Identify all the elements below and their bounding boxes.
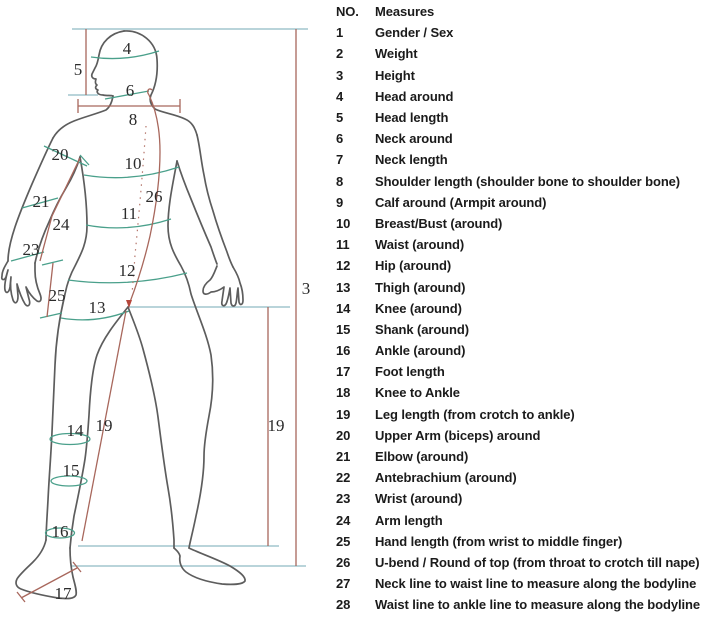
measure-label: Elbow (around) xyxy=(375,449,469,465)
measure-row xyxy=(330,255,720,276)
measure-row xyxy=(330,276,720,297)
measure-label: Shoulder length (shoulder bone to shoulder bone) xyxy=(375,173,681,189)
measure-number: 18 xyxy=(336,385,351,401)
label-shank: 15 xyxy=(62,461,80,480)
measure-row xyxy=(330,192,720,213)
measure-label: Thigh (around) xyxy=(375,279,466,295)
label-thigh: 13 xyxy=(88,298,106,317)
measure-label: Hand length (from wrist to middle finger) xyxy=(375,533,623,549)
measure-number: 6 xyxy=(336,131,344,147)
measure-row xyxy=(330,488,720,509)
measure-row xyxy=(330,531,720,552)
right-torso-leg-outline xyxy=(168,161,213,548)
measure-row xyxy=(330,171,720,192)
measure-row xyxy=(330,467,720,488)
measure-label: Gender / Sex xyxy=(375,25,454,41)
measure-label: Neck length xyxy=(375,152,448,168)
dimension-lines xyxy=(17,29,296,602)
girth-lines xyxy=(11,51,187,538)
measure-number: 28 xyxy=(336,597,351,613)
measure-row xyxy=(330,149,720,170)
measure-row xyxy=(330,319,720,340)
left-hand-outline xyxy=(2,261,41,306)
label-head-length: 5 xyxy=(73,60,83,79)
measure-row xyxy=(330,382,720,403)
label-hip: 12 xyxy=(118,261,136,280)
measure-number: 3 xyxy=(336,67,344,83)
measure-label: Antebrachium (around) xyxy=(375,470,517,486)
right-arm-outer-outline xyxy=(197,135,233,267)
list-header xyxy=(330,1,720,22)
measure-number: 19 xyxy=(336,406,351,422)
measure-number: 20 xyxy=(336,427,351,443)
measure-row xyxy=(330,594,720,615)
measure-number: 23 xyxy=(336,491,351,507)
hand-length-bottom-tick xyxy=(40,313,62,318)
measure-label: Knee (around) xyxy=(375,300,462,316)
measure-number: 16 xyxy=(336,343,351,359)
measure-row xyxy=(330,552,720,573)
measure-row xyxy=(330,404,720,425)
label-hand-length: 25 xyxy=(48,286,66,305)
measure-label: Head length xyxy=(375,110,449,126)
measure-label: Head around xyxy=(375,88,454,104)
measure-number: 13 xyxy=(336,279,351,295)
figure-number-labels xyxy=(23,39,311,603)
measure-number: 26 xyxy=(336,554,351,570)
measure-row xyxy=(330,510,720,531)
measure-number: 24 xyxy=(336,512,351,528)
measure-row xyxy=(330,234,720,255)
measure-number: 9 xyxy=(336,194,344,210)
measure-row xyxy=(330,298,720,319)
measure-number: 2 xyxy=(336,46,344,62)
measure-label: U-bend / Round of top (from throat to crotch till nape) xyxy=(375,554,700,570)
measure-label: Knee to Ankle xyxy=(375,385,460,401)
measure-label: Neck around xyxy=(375,131,453,147)
label-shoulder-length: 8 xyxy=(128,110,138,129)
measure-label: Neck line to waist line to measure along the bodyline xyxy=(375,576,697,592)
measure-number: 14 xyxy=(336,300,351,316)
label-knee: 14 xyxy=(66,421,84,440)
measure-row xyxy=(330,128,720,149)
measure-number: 27 xyxy=(336,576,351,592)
header-measures: Measures xyxy=(375,4,435,20)
measure-label: Shank (around) xyxy=(375,321,469,337)
left-shoulder-outline xyxy=(53,96,113,138)
measure-number: 4 xyxy=(336,88,344,104)
measure-label: Hip (around) xyxy=(375,258,452,274)
label-head-around: 4 xyxy=(122,39,132,58)
measure-label: Waist (around) xyxy=(375,237,465,253)
measure-row xyxy=(330,65,720,86)
measure-number: 10 xyxy=(336,215,351,231)
measure-number: 21 xyxy=(336,449,351,465)
label-neck-around: 6 xyxy=(125,81,135,100)
label-breast: 10 xyxy=(124,154,142,173)
measure-label: Wrist (around) xyxy=(375,491,463,507)
right-hand-outline xyxy=(203,266,243,306)
measure-label: Calf around (Armpit around) xyxy=(375,194,547,210)
measure-number: 17 xyxy=(336,364,351,380)
measure-row xyxy=(330,22,720,43)
label-arm-length: 24 xyxy=(52,215,70,234)
measure-label: Breast/Bust (around) xyxy=(375,215,503,231)
label-leg-length-vertical: 19 xyxy=(267,416,285,435)
header-no: NO. xyxy=(336,4,359,20)
measure-label: Arm length xyxy=(375,512,443,528)
measure-row xyxy=(330,107,720,128)
measure-label: Upper Arm (biceps) around xyxy=(375,427,541,443)
measure-number: 11 xyxy=(336,237,350,253)
label-height: 3 xyxy=(301,279,311,298)
measure-row xyxy=(330,213,720,234)
label-foot-length: 17 xyxy=(54,584,72,603)
label-waist: 11 xyxy=(120,204,138,223)
measure-row xyxy=(330,340,720,361)
measure-number: 12 xyxy=(336,258,351,274)
label-ankle: 16 xyxy=(51,522,69,541)
label-upper-arm: 20 xyxy=(51,145,69,164)
label-wrist: 23 xyxy=(22,240,40,259)
right-leg-inner-outline xyxy=(128,307,174,548)
measure-number: 5 xyxy=(336,110,344,126)
measure-label: Height xyxy=(375,67,415,83)
label-leg-length-diagonal: 19 xyxy=(95,416,113,435)
label-elbow: 21 xyxy=(32,192,50,211)
measure-label: Ankle (around) xyxy=(375,343,466,359)
measure-row xyxy=(330,86,720,107)
body-diagram xyxy=(0,0,330,616)
measure-number: 22 xyxy=(336,470,351,486)
measure-number: 15 xyxy=(336,321,351,337)
measure-number: 25 xyxy=(336,533,351,549)
measure-row xyxy=(330,361,720,382)
measure-label: Foot length xyxy=(375,364,445,380)
face-outline xyxy=(92,31,124,96)
measure-row xyxy=(330,573,720,594)
body-diagram-svg xyxy=(0,0,330,616)
measure-label: Weight xyxy=(375,46,418,62)
measure-label: Leg length (from crotch to ankle) xyxy=(375,406,575,422)
measure-number: 8 xyxy=(336,173,344,189)
measure-number: 1 xyxy=(336,25,344,41)
measure-row xyxy=(330,425,720,446)
measures-list xyxy=(330,1,720,615)
measure-number: 7 xyxy=(336,152,344,168)
body-outline xyxy=(2,31,245,599)
label-u-bend: 26 xyxy=(145,187,163,206)
measure-row xyxy=(330,43,720,64)
right-arm-inner-outline xyxy=(177,161,217,264)
measure-label: Waist line to ankle line to measure along the bodyline xyxy=(375,597,700,613)
measure-row xyxy=(330,446,720,467)
